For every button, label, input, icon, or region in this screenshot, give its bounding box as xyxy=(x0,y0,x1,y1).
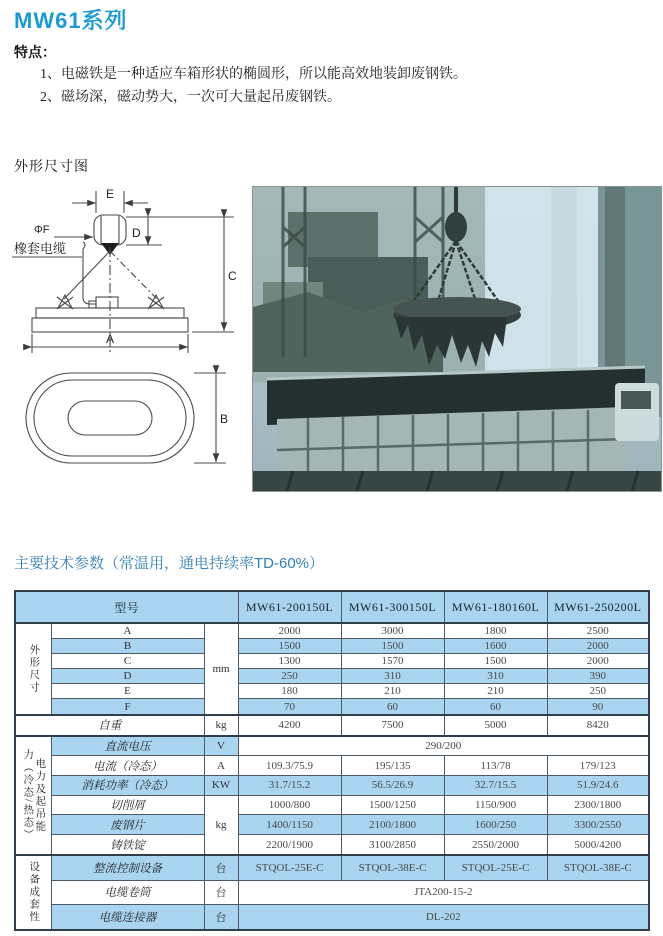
value-cell: 7500 xyxy=(341,715,444,736)
photo-scene xyxy=(253,187,661,491)
table-row xyxy=(15,736,649,756)
value-cell: 1500 xyxy=(341,639,444,654)
value-cell: 2000 xyxy=(238,623,341,639)
value-cell: 310 xyxy=(444,669,547,684)
row-label: 废钢片 xyxy=(51,815,204,835)
value-cell: 210 xyxy=(341,684,444,699)
value-cell: 1500/1250 xyxy=(341,795,444,815)
value-cell: STQOL-38E-C xyxy=(547,855,649,880)
value-cell: 2100/1800 xyxy=(341,815,444,835)
table-row xyxy=(15,639,649,654)
unit-cell: 台 xyxy=(204,855,238,880)
row-label: D xyxy=(51,669,204,684)
dimension-diagram xyxy=(10,185,242,497)
value-cell: STQOL-25E-C xyxy=(444,855,547,880)
model-header: MW61-180160L xyxy=(444,591,547,623)
dim-label-a: A xyxy=(106,332,115,346)
value-cell: 3000 xyxy=(341,623,444,639)
table-row xyxy=(15,715,649,736)
value-cell: 180 xyxy=(238,684,341,699)
dim-label-f: ΦF xyxy=(34,224,50,236)
row-label: C xyxy=(51,654,204,669)
value-cell: 390 xyxy=(547,669,649,684)
feature-item: 2、磁场深，磁动势大，一次可大量起吊废钢铁。 xyxy=(40,90,341,105)
table-row xyxy=(15,795,649,815)
value-cell: 51.9/24.6 xyxy=(547,776,649,796)
model-col-header: 型号 xyxy=(15,591,238,623)
value-cell: STQOL-38E-C xyxy=(341,855,444,880)
value-cell: 1500 xyxy=(238,639,341,654)
table-row xyxy=(15,855,649,880)
row-label: B xyxy=(51,639,204,654)
unit-cell: 台 xyxy=(204,905,238,930)
diagram-heading: 外形尺寸图 xyxy=(14,158,89,174)
value-cell: 1600 xyxy=(444,639,547,654)
value-cell: 3100/2850 xyxy=(341,835,444,855)
table-row xyxy=(15,835,649,855)
group-dims: 外形尺寸 xyxy=(15,623,51,715)
value-cell: 3300/2550 xyxy=(547,815,649,835)
row-label: 整流控制设备 xyxy=(51,855,204,880)
value-cell: 113/78 xyxy=(444,756,547,776)
value-cell: 90 xyxy=(547,699,649,715)
table-row xyxy=(15,684,649,699)
spec-table xyxy=(14,590,650,931)
row-label: 电缆卷筒 xyxy=(51,880,204,904)
table-row xyxy=(15,669,649,684)
table-row xyxy=(15,654,649,669)
value-cell: 2000 xyxy=(547,639,649,654)
unit-cell: A xyxy=(204,756,238,776)
value-cell: 2500 xyxy=(547,623,649,639)
dim-label-c: C xyxy=(228,269,237,283)
dim-label-d: D xyxy=(132,226,141,240)
value-cell: 2300/1800 xyxy=(547,795,649,815)
value-cell: 70 xyxy=(238,699,341,715)
value-cell: 60 xyxy=(444,699,547,715)
row-label: A xyxy=(51,623,204,639)
table-heading: 主要技术参数（常温用，通电持续率TD-60%） xyxy=(14,555,325,572)
value-cell: 1570 xyxy=(341,654,444,669)
value-cell: 2200/1900 xyxy=(238,835,341,855)
merged-value-cell: DL-202 xyxy=(238,905,649,930)
value-cell: 1000/800 xyxy=(238,795,341,815)
value-cell: 1400/1150 xyxy=(238,815,341,835)
merged-value-cell: 290/200 xyxy=(238,736,649,756)
value-cell: STQOL-25E-C xyxy=(238,855,341,880)
table-row xyxy=(15,776,649,796)
page-title: MW61系列 xyxy=(14,8,128,33)
unit-cell: mm xyxy=(204,623,238,715)
table-row xyxy=(15,880,649,904)
group-power: 电力及起吊能 力（冷态/热态） xyxy=(15,736,51,855)
row-label: F xyxy=(51,699,204,715)
value-cell: 1300 xyxy=(238,654,341,669)
row-label: 消耗功率（冷态） xyxy=(51,776,204,796)
value-cell: 250 xyxy=(238,669,341,684)
value-cell: 5000 xyxy=(444,715,547,736)
value-cell: 109.3/75.9 xyxy=(238,756,341,776)
table-row xyxy=(15,905,649,930)
model-header: MW61-250200L xyxy=(547,591,649,623)
table-row xyxy=(15,815,649,835)
table-row xyxy=(15,623,649,639)
dim-label-e: E xyxy=(106,187,115,201)
dim-label-b: B xyxy=(220,412,229,426)
value-cell: 310 xyxy=(341,669,444,684)
row-label: 直流电压 xyxy=(51,736,204,756)
value-cell: 2550/2000 xyxy=(444,835,547,855)
table-row xyxy=(15,699,649,715)
unit-cell: V xyxy=(204,736,238,756)
value-cell: 4200 xyxy=(238,715,341,736)
value-cell: 1800 xyxy=(444,623,547,639)
value-cell: 250 xyxy=(547,684,649,699)
model-header: MW61-300150L xyxy=(341,591,444,623)
value-cell: 32.7/15.5 xyxy=(444,776,547,796)
value-cell: 1500 xyxy=(444,654,547,669)
unit-cell: 台 xyxy=(204,880,238,904)
row-label: E xyxy=(51,684,204,699)
features-heading: 特点： xyxy=(14,44,56,60)
table-header-row xyxy=(15,591,649,623)
row-label: 铸铁锭 xyxy=(51,835,204,855)
table-row xyxy=(15,756,649,776)
unit-cell: kg xyxy=(204,795,238,855)
cable-label: 橡套电缆 xyxy=(14,241,67,256)
value-cell: 5000/4200 xyxy=(547,835,649,855)
merged-value-cell: JTA200-15-2 xyxy=(238,880,649,904)
value-cell: 210 xyxy=(444,684,547,699)
row-label: 自重 xyxy=(15,715,204,736)
value-cell: 1150/900 xyxy=(444,795,547,815)
value-cell: 195/135 xyxy=(341,756,444,776)
row-label: 电缆连接器 xyxy=(51,905,204,930)
row-label: 电流（冷态） xyxy=(51,756,204,776)
value-cell: 2000 xyxy=(547,654,649,669)
row-label: 切削屑 xyxy=(51,795,204,815)
value-cell: 1600/250 xyxy=(444,815,547,835)
group-equipment: 设备成套性 xyxy=(15,855,51,930)
unit-cell: kg xyxy=(204,715,238,736)
value-cell: 8420 xyxy=(547,715,649,736)
unit-cell: KW xyxy=(204,776,238,796)
product-photo xyxy=(252,186,662,492)
model-header: MW61-200150L xyxy=(238,591,341,623)
feature-item: 1、电磁铁是一种适应车箱形状的椭圆形，所以能高效地装卸废钢铁。 xyxy=(40,67,467,82)
value-cell: 179/123 xyxy=(547,756,649,776)
value-cell: 31.7/15.2 xyxy=(238,776,341,796)
value-cell: 56.5/26.9 xyxy=(341,776,444,796)
value-cell: 60 xyxy=(341,699,444,715)
